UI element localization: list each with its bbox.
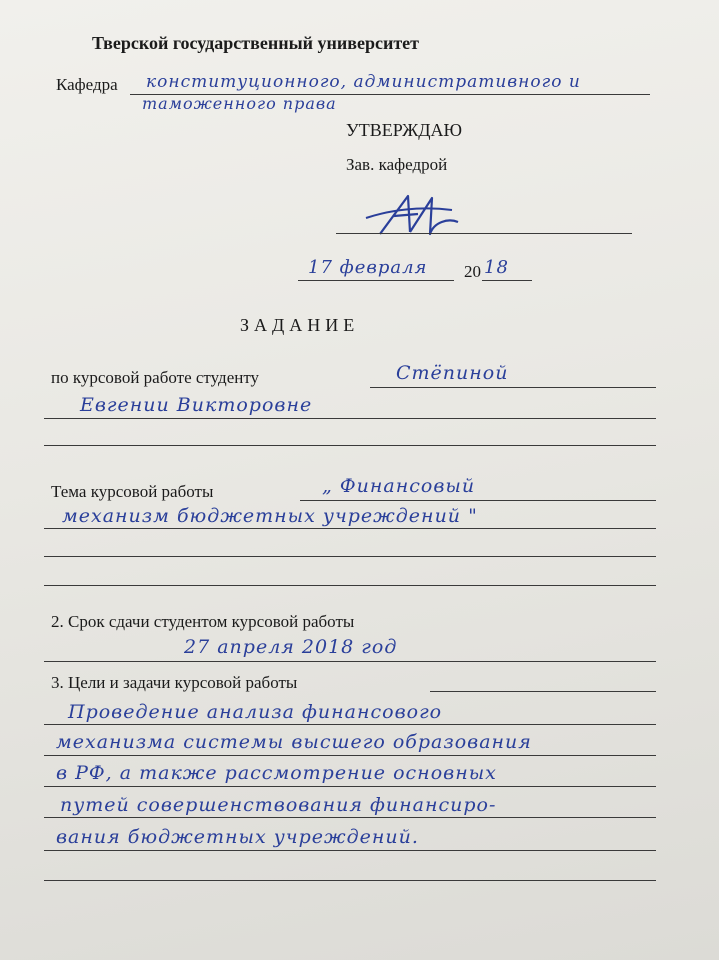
student-name: Евгении Викторовне [80,394,313,416]
goals-underline-2 [44,755,656,756]
student-surname: Стёпиной [396,362,509,384]
goals-label-line [430,691,656,692]
topic-underline-3 [44,556,656,557]
goals-underline-6 [44,880,656,881]
goals-line-5: вания бюджетных учреждений. [56,826,419,848]
topic-line2: механизм бюджетных учреждений " [62,505,478,527]
approve-heading: УТВЕРЖДАЮ [346,120,463,140]
goals-underline-3 [44,786,656,787]
topic-underline-1 [300,500,656,501]
year-line [482,280,532,281]
year-prefix: 20 [464,262,481,281]
goals-line-3: в РФ, а также рассмотрение основных [56,762,497,784]
deadline-label: 2. Срок сдачи студентом курсовой работы [51,612,355,631]
head-title: Зав. кафедрой [346,155,448,174]
university-name: Тверской государственный университет [92,33,419,53]
date-line [298,280,454,281]
assignment-title: ЗАДАНИЕ [240,315,360,335]
topic-underline-2 [44,528,656,529]
goals-underline-5 [44,850,656,851]
goals-underline-4 [44,817,656,818]
goals-line-4: путей совершенствования финансиро- [60,794,497,816]
approval-date-handwritten: 17 февраля [308,257,428,278]
department-value-line2: таможенного права [142,94,337,113]
goals-line-1: Проведение анализа финансового [68,701,443,723]
department-value-line1: конституционного, административного и [146,72,581,92]
goals-underline-1 [44,724,656,725]
student-label: по курсовой работе студенту [51,368,260,387]
goals-label: 3. Цели и задачи курсовой работы [51,673,298,692]
student-line-3 [44,445,656,446]
year-suffix-handwritten: 18 [484,257,509,278]
department-label: Кафедра [56,75,118,94]
topic-line1: „ Финансовый [322,475,476,497]
topic-underline-4 [44,585,656,586]
goals-line-2: механизма системы высшего образования [56,731,532,753]
topic-label: Тема курсовой работы [51,482,214,501]
signature-line [336,233,632,234]
student-line-1 [370,387,656,388]
deadline-line [44,661,656,662]
deadline-value: 27 апреля 2018 год [184,636,398,658]
student-line-2 [44,418,656,419]
